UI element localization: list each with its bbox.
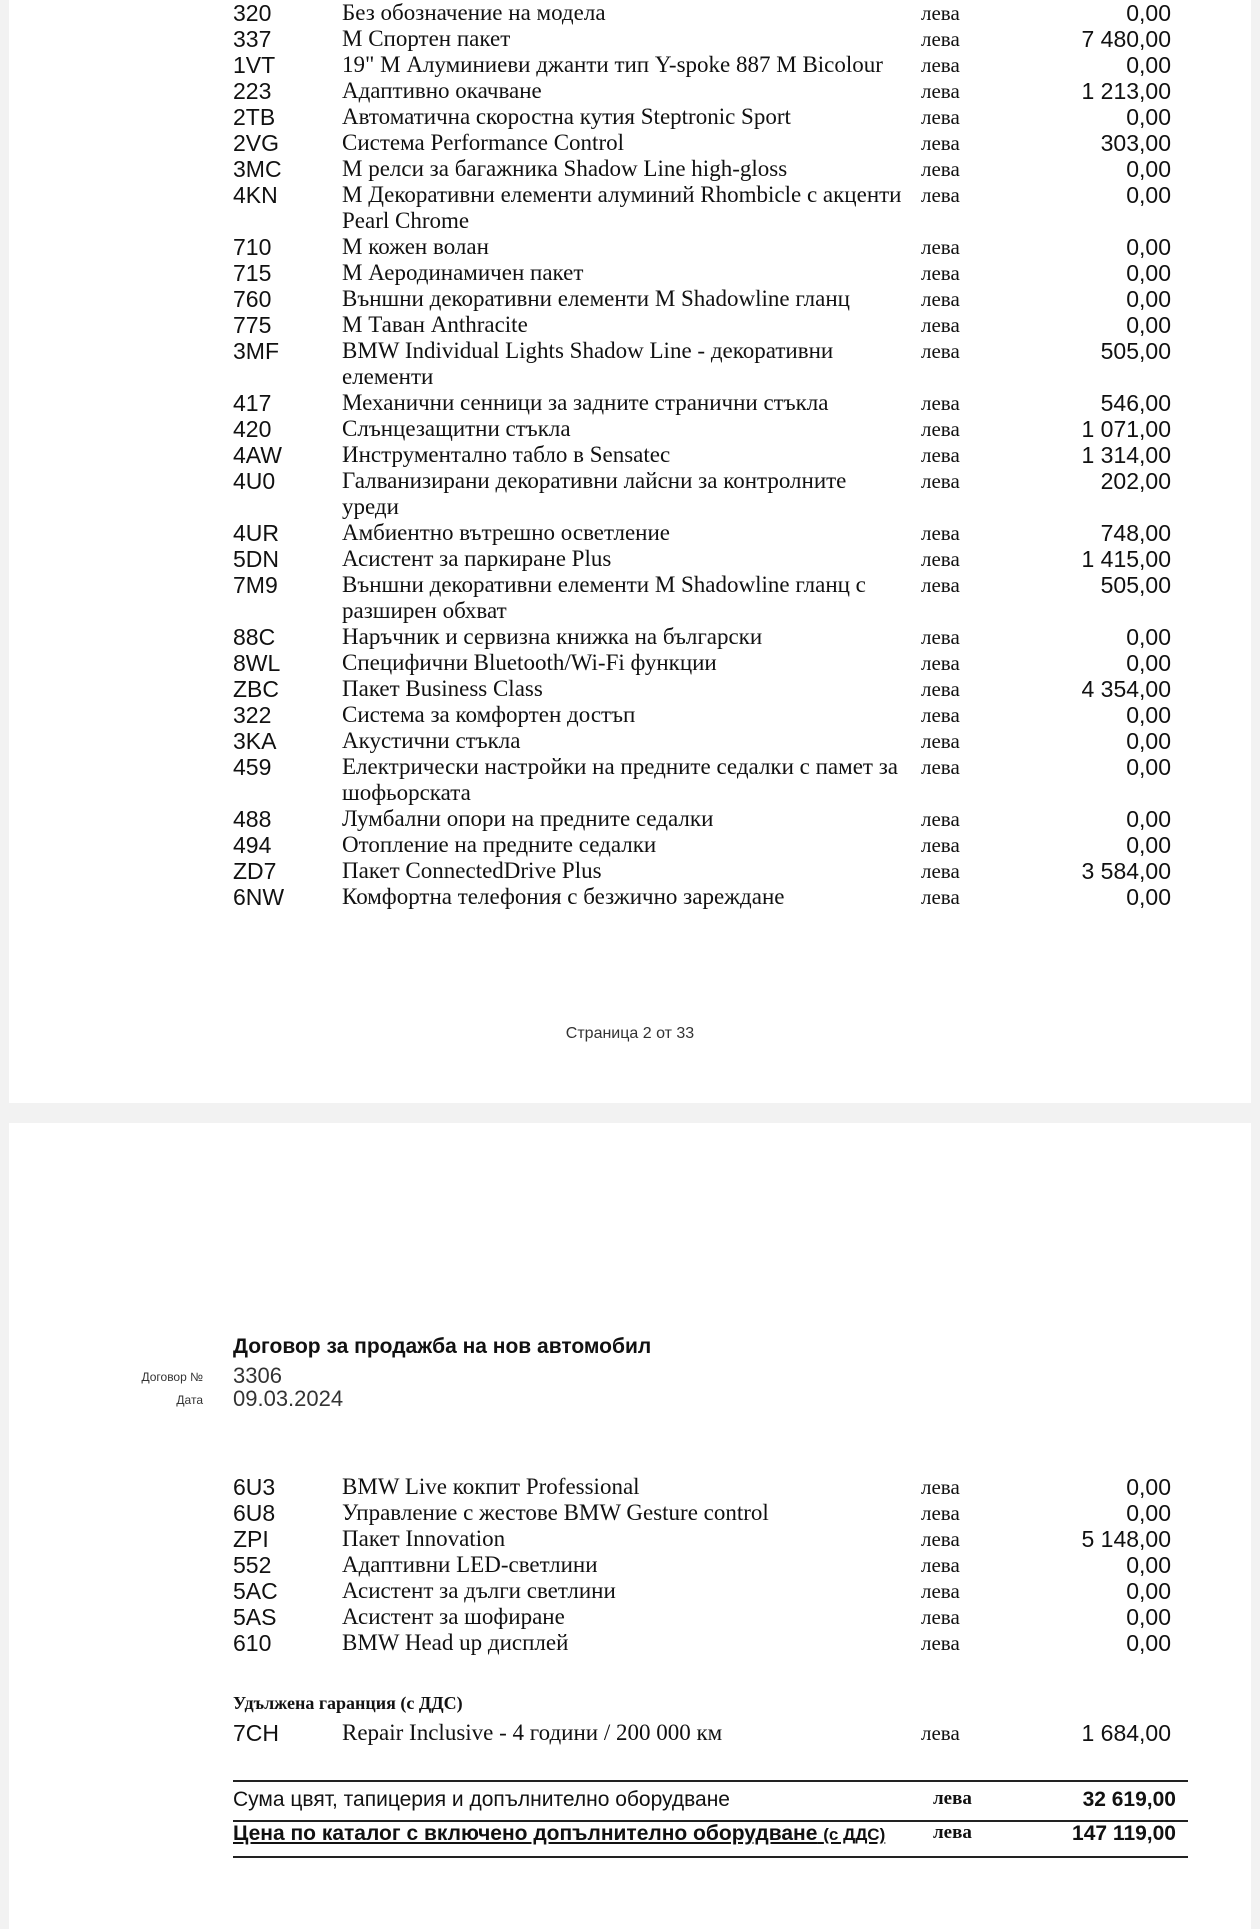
- option-amount: 4 354,00: [1081, 676, 1171, 702]
- option-currency: лева: [921, 755, 960, 779]
- option-code: 715: [233, 260, 272, 286]
- option-code: 3KA: [233, 728, 277, 754]
- option-amount: 0,00: [1126, 182, 1171, 208]
- option-description: Система за комфортен достъп: [342, 702, 636, 727]
- option-description: Амбиентно вътрешно осветление: [342, 520, 670, 545]
- option-code: 459: [233, 754, 272, 780]
- option-row: [9, 546, 1251, 572]
- option-currency: лева: [921, 287, 960, 311]
- option-amount: 303,00: [1100, 130, 1171, 156]
- option-description: Система Performance Control: [342, 130, 624, 155]
- option-row: [9, 1500, 1251, 1526]
- page-number: Страница 2 от 33: [565, 1025, 695, 1042]
- option-description: М Таван Anthracite: [342, 312, 528, 337]
- option-code: 417: [233, 390, 272, 416]
- option-amount: 0,00: [1126, 1604, 1171, 1630]
- option-row: [9, 1552, 1251, 1578]
- option-currency: лева: [921, 469, 960, 493]
- option-currency: лева: [921, 391, 960, 415]
- option-amount: 0,00: [1126, 1578, 1171, 1604]
- option-currency: лева: [921, 1579, 960, 1603]
- option-description: Без обозначение на модела: [342, 0, 606, 25]
- option-amount: 0,00: [1126, 754, 1171, 780]
- option-amount: 0,00: [1126, 234, 1171, 260]
- option-description: М Декоративни елементи алуминий Rhombicle с акценти Pearl Chrome: [342, 182, 902, 233]
- option-amount: 0,00: [1126, 104, 1171, 130]
- option-description: М кожен волан: [342, 234, 489, 259]
- option-currency: лева: [921, 1527, 960, 1551]
- option-row: [9, 1526, 1251, 1552]
- option-amount: 748,00: [1100, 520, 1171, 546]
- option-currency: лева: [921, 807, 960, 831]
- option-currency: лева: [921, 235, 960, 259]
- sum-currency: лева: [933, 1788, 972, 1809]
- option-currency: лева: [921, 677, 960, 701]
- option-code: 5AS: [233, 1604, 277, 1630]
- option-code: 4KN: [233, 182, 278, 208]
- option-row: [9, 416, 1251, 442]
- option-amount: 3 584,00: [1081, 858, 1171, 884]
- option-amount: 0,00: [1126, 0, 1171, 26]
- option-description: М релси за багажника Shadow Line high-gloss: [342, 156, 788, 181]
- contract-number: 3306: [233, 1363, 282, 1388]
- option-currency: лева: [921, 1501, 960, 1525]
- option-code: 610: [233, 1630, 272, 1656]
- option-row: [9, 676, 1251, 702]
- warranty-row: [9, 1720, 1251, 1746]
- option-amount: 0,00: [1126, 806, 1171, 832]
- option-code: 4UR: [233, 520, 280, 546]
- option-code: 320: [233, 0, 272, 26]
- option-description: Автоматична скоростна кутия Steptronic Sport: [342, 104, 791, 129]
- total-amount: 147 119,00: [1072, 1822, 1176, 1845]
- sum-label: Сума цвят, тапицерия и допълнително оборудване: [233, 1788, 730, 1811]
- option-row: [9, 624, 1251, 650]
- option-amount: 0,00: [1126, 260, 1171, 286]
- option-description: Адаптивно окачване: [342, 78, 542, 103]
- option-code: 223: [233, 78, 272, 104]
- total-label: [233, 1822, 885, 1846]
- option-amount: 0,00: [1126, 1500, 1171, 1526]
- option-amount: 0,00: [1126, 728, 1171, 754]
- option-description: Инструментално табло в Sensatec: [342, 442, 671, 467]
- option-code: 710: [233, 234, 272, 260]
- total-label-suffix: (с ДДС): [823, 1825, 886, 1844]
- option-amount: 0,00: [1126, 884, 1171, 910]
- document-page-2: [9, 0, 1251, 1103]
- option-currency: лева: [921, 105, 960, 129]
- option-code: ZBC: [233, 676, 279, 702]
- option-code: 1VT: [233, 52, 276, 78]
- option-description: Електрически настройки на предните седалки с памет за шофьорската: [342, 754, 898, 805]
- option-currency: лева: [921, 183, 960, 207]
- option-row: [9, 1578, 1251, 1604]
- option-row: [9, 728, 1251, 754]
- option-row: [9, 130, 1251, 156]
- option-currency: лева: [921, 157, 960, 181]
- option-currency: лева: [921, 339, 960, 363]
- option-code: 7M9: [233, 572, 278, 598]
- option-amount: 5 148,00: [1081, 1526, 1171, 1552]
- option-row: [9, 858, 1251, 884]
- option-currency: лева: [921, 1553, 960, 1577]
- option-description: Асистент за шофиране: [342, 1604, 565, 1629]
- option-code: 760: [233, 286, 272, 312]
- option-currency: лева: [921, 625, 960, 649]
- option-currency: лева: [921, 1, 960, 25]
- option-description: Управление с жестове BMW Gesture control: [342, 1500, 769, 1525]
- option-row: [9, 520, 1251, 546]
- option-description: Наръчник и сервизна книжка на български: [342, 624, 763, 649]
- option-code: 5DN: [233, 546, 280, 572]
- option-row: [9, 156, 1251, 182]
- option-code: 5AC: [233, 1578, 278, 1604]
- option-row: [9, 52, 1251, 78]
- options-table: [9, 0, 1251, 910]
- option-description: 19" M Алуминиеви джанти тип Y-spoke 887 M Bicolour: [342, 52, 883, 77]
- option-description: М Аеродинамичен пакет: [342, 260, 584, 285]
- option-description: Слънцезащитни стъкла: [342, 416, 571, 441]
- option-amount: 1 213,00: [1081, 78, 1171, 104]
- option-row: [9, 754, 1251, 806]
- option-description: BMW Live кокпит Professional: [342, 1474, 640, 1499]
- option-amount: 0,00: [1126, 52, 1171, 78]
- option-code: 6U3: [233, 1474, 276, 1500]
- option-row: [9, 468, 1251, 520]
- option-description: М Спортен пакет: [342, 26, 511, 51]
- option-code: 552: [233, 1552, 272, 1578]
- option-amount: 1 684,00: [1081, 1720, 1171, 1746]
- option-row: [9, 234, 1251, 260]
- option-currency: лева: [921, 859, 960, 883]
- option-description: Пакет Business Class: [342, 676, 543, 701]
- option-code: 775: [233, 312, 272, 338]
- option-code: ZD7: [233, 858, 277, 884]
- option-description: Външни декоративни елементи M Shadowline гланц с разширен обхват: [342, 572, 866, 623]
- option-description: Комфортна телефония с безжично зареждане: [342, 884, 785, 909]
- option-description: Асистент за паркиране Plus: [342, 546, 612, 571]
- option-description: Отопление на предните седалки: [342, 832, 657, 857]
- option-code: 488: [233, 806, 272, 832]
- option-row: [9, 884, 1251, 910]
- option-description: Галванизирани декоративни лайсни за контролните уреди: [342, 468, 847, 519]
- option-currency: лева: [921, 27, 960, 51]
- option-code: 3MC: [233, 156, 282, 182]
- option-code: 494: [233, 832, 272, 858]
- option-row: [9, 286, 1251, 312]
- option-row: [9, 650, 1251, 676]
- option-row: [9, 702, 1251, 728]
- option-row: [9, 832, 1251, 858]
- option-currency: лева: [921, 53, 960, 77]
- option-currency: лева: [921, 833, 960, 857]
- option-row: [9, 572, 1251, 624]
- option-code: 2TB: [233, 104, 276, 130]
- option-row: [9, 312, 1251, 338]
- option-code: 6NW: [233, 884, 285, 910]
- option-amount: 1 314,00: [1081, 442, 1171, 468]
- option-currency: лева: [921, 79, 960, 103]
- option-code: 2VG: [233, 130, 280, 156]
- equipment-sum-row: [233, 1780, 1188, 1822]
- option-currency: лева: [921, 1605, 960, 1629]
- option-amount: 7 480,00: [1081, 26, 1171, 52]
- option-amount: 0,00: [1126, 832, 1171, 858]
- option-row: [9, 78, 1251, 104]
- option-code: 4AW: [233, 442, 282, 468]
- contract-date: 09.03.2024: [233, 1386, 344, 1411]
- option-amount: 0,00: [1126, 312, 1171, 338]
- date-label: Дата: [176, 1393, 203, 1407]
- option-description: Лумбални опори на предните седалки: [342, 806, 714, 831]
- option-currency: лева: [921, 573, 960, 597]
- warranty-table: [9, 1720, 1251, 1746]
- option-row: [9, 0, 1251, 26]
- option-row: [9, 182, 1251, 234]
- option-amount: 0,00: [1126, 650, 1171, 676]
- option-description: Механични сенници за задните странични стъкла: [342, 390, 829, 415]
- option-currency: лева: [921, 651, 960, 675]
- option-row: [9, 1474, 1251, 1500]
- option-row: [9, 390, 1251, 416]
- option-amount: 0,00: [1126, 156, 1171, 182]
- option-row: [9, 104, 1251, 130]
- option-amount: 0,00: [1126, 286, 1171, 312]
- option-code: 420: [233, 416, 272, 442]
- option-currency: лева: [921, 261, 960, 285]
- option-row: [9, 338, 1251, 390]
- option-description: Външни декоративни елементи M Shadowline гланц: [342, 286, 850, 311]
- option-description: Пакет Innovation: [342, 1526, 506, 1551]
- option-row: [9, 260, 1251, 286]
- option-currency: лева: [921, 521, 960, 545]
- option-code: 322: [233, 702, 272, 728]
- option-row: [9, 1604, 1251, 1630]
- option-amount: 0,00: [1126, 702, 1171, 728]
- option-description: Акустични стъкла: [342, 728, 521, 753]
- option-code: 4U0: [233, 468, 276, 494]
- option-currency: лева: [921, 417, 960, 441]
- option-currency: лева: [921, 547, 960, 571]
- option-currency: лева: [921, 1475, 960, 1499]
- option-currency: лева: [921, 313, 960, 337]
- document-page-3: [9, 1123, 1251, 1929]
- option-amount: 1 071,00: [1081, 416, 1171, 442]
- option-amount: 202,00: [1100, 468, 1171, 494]
- warranty-heading: Удължена гаранция (с ДДС): [233, 1693, 463, 1713]
- option-currency: лева: [921, 443, 960, 467]
- option-amount: 505,00: [1100, 338, 1171, 364]
- total-currency: лева: [933, 1822, 972, 1843]
- option-code: 88C: [233, 624, 276, 650]
- option-row: [9, 26, 1251, 52]
- options-table: [9, 1474, 1251, 1656]
- option-amount: 1 415,00: [1081, 546, 1171, 572]
- option-amount: 505,00: [1100, 572, 1171, 598]
- option-code: ZPI: [233, 1526, 269, 1552]
- option-currency: лева: [921, 885, 960, 909]
- option-code: 8WL: [233, 650, 281, 676]
- total-label-text: Цена по каталог с включено допълнително оборудване: [233, 1822, 818, 1845]
- option-description: Пакет ConnectedDrive Plus: [342, 858, 602, 883]
- option-currency: лева: [921, 729, 960, 753]
- contract-title: Договор за продажба на нов автомобил: [233, 1335, 652, 1358]
- sum-amount: 32 619,00: [1082, 1788, 1176, 1811]
- option-amount: 0,00: [1126, 1630, 1171, 1656]
- catalog-total-row: [233, 1820, 1188, 1858]
- option-description: Специфични Bluetooth/Wi-Fi функции: [342, 650, 717, 675]
- option-code: 7CH: [233, 1720, 280, 1746]
- option-row: [9, 442, 1251, 468]
- option-amount: 0,00: [1126, 1552, 1171, 1578]
- option-code: 6U8: [233, 1500, 276, 1526]
- option-code: 337: [233, 26, 272, 52]
- option-currency: лева: [921, 131, 960, 155]
- option-amount: 546,00: [1100, 390, 1171, 416]
- option-code: 3MF: [233, 338, 279, 364]
- option-amount: 0,00: [1126, 1474, 1171, 1500]
- option-currency: лева: [921, 1721, 960, 1745]
- option-amount: 0,00: [1126, 624, 1171, 650]
- contract-number-label: Договор №: [141, 1370, 203, 1384]
- option-row: [9, 806, 1251, 832]
- option-currency: лева: [921, 703, 960, 727]
- option-description: Адаптивни LED-светлини: [342, 1552, 598, 1577]
- option-description: BMW Head up дисплей: [342, 1630, 569, 1655]
- option-row: [9, 1630, 1251, 1656]
- option-description: BMW Individual Lights Shadow Line - декоративни елементи: [342, 338, 834, 389]
- option-description: Асистент за дълги светлини: [342, 1578, 616, 1603]
- option-description: Repair Inclusive - 4 години / 200 000 км: [342, 1720, 723, 1745]
- option-currency: лева: [921, 1631, 960, 1655]
